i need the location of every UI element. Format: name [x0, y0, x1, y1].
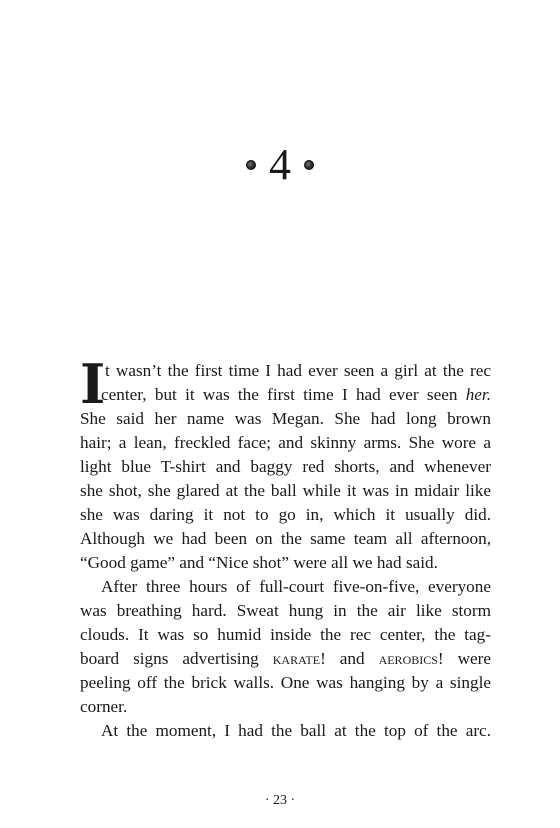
text-line-13-c: ! and — [320, 649, 379, 668]
text-line-2-main: center, but it was the first time I had ever seen — [101, 385, 466, 404]
chapter-number: 4 — [269, 140, 291, 189]
text-line-13-e: ! were — [437, 649, 491, 668]
text-line-1: t wasn’t the first time I had ever seen a girl at the rec — [105, 361, 491, 380]
text-line-12: clouds. It was so humid inside the rec center, the tag- — [80, 625, 491, 644]
text-line-5: light blue T-shirt and baggy red shorts, and whenever — [80, 457, 491, 476]
text-line-7: she was daring it not to go in, which it usually did. — [80, 505, 491, 524]
text-line-15: corner. — [80, 697, 128, 716]
page-number: · 23 · — [264, 793, 296, 808]
text-line-3: She said her name was Megan. She had long brown — [80, 409, 491, 428]
text-line-9: “Good game” and “Nice shot” were all we had said. — [80, 553, 438, 572]
ornament-right-icon — [304, 160, 314, 170]
text-line-11: was breathing hard. Sweat hung in the air like storm — [80, 601, 491, 620]
aerobics-sign-text: aerobics — [378, 649, 438, 668]
drop-cap: I — [80, 352, 106, 416]
text-line-13 — [80, 647, 491, 671]
text-line-13-a: board signs advertising — [80, 649, 273, 668]
text-line-2-italic: her. — [465, 385, 491, 404]
chapter-heading — [0, 140, 560, 189]
body-text — [80, 352, 491, 743]
ornament-left-icon — [246, 160, 256, 170]
text-line-4: hair; a lean, freckled face; and skinny arms. She wore a — [80, 433, 491, 452]
text-line-2 — [80, 383, 491, 407]
text-line-16: At the moment, I had the ball at the top of the arc. — [101, 721, 491, 740]
text-line-10: After three hours of full-court five-on-five, everyone — [101, 577, 491, 596]
text-line-6: she shot, she glared at the ball while it was in midair like — [80, 481, 491, 500]
karate-sign-text: karate — [272, 649, 321, 668]
text-line-8: Although we had been on the same team all afternoon, — [80, 529, 491, 548]
text-line-14: peeling off the brick walls. One was hanging by a single — [80, 673, 491, 692]
